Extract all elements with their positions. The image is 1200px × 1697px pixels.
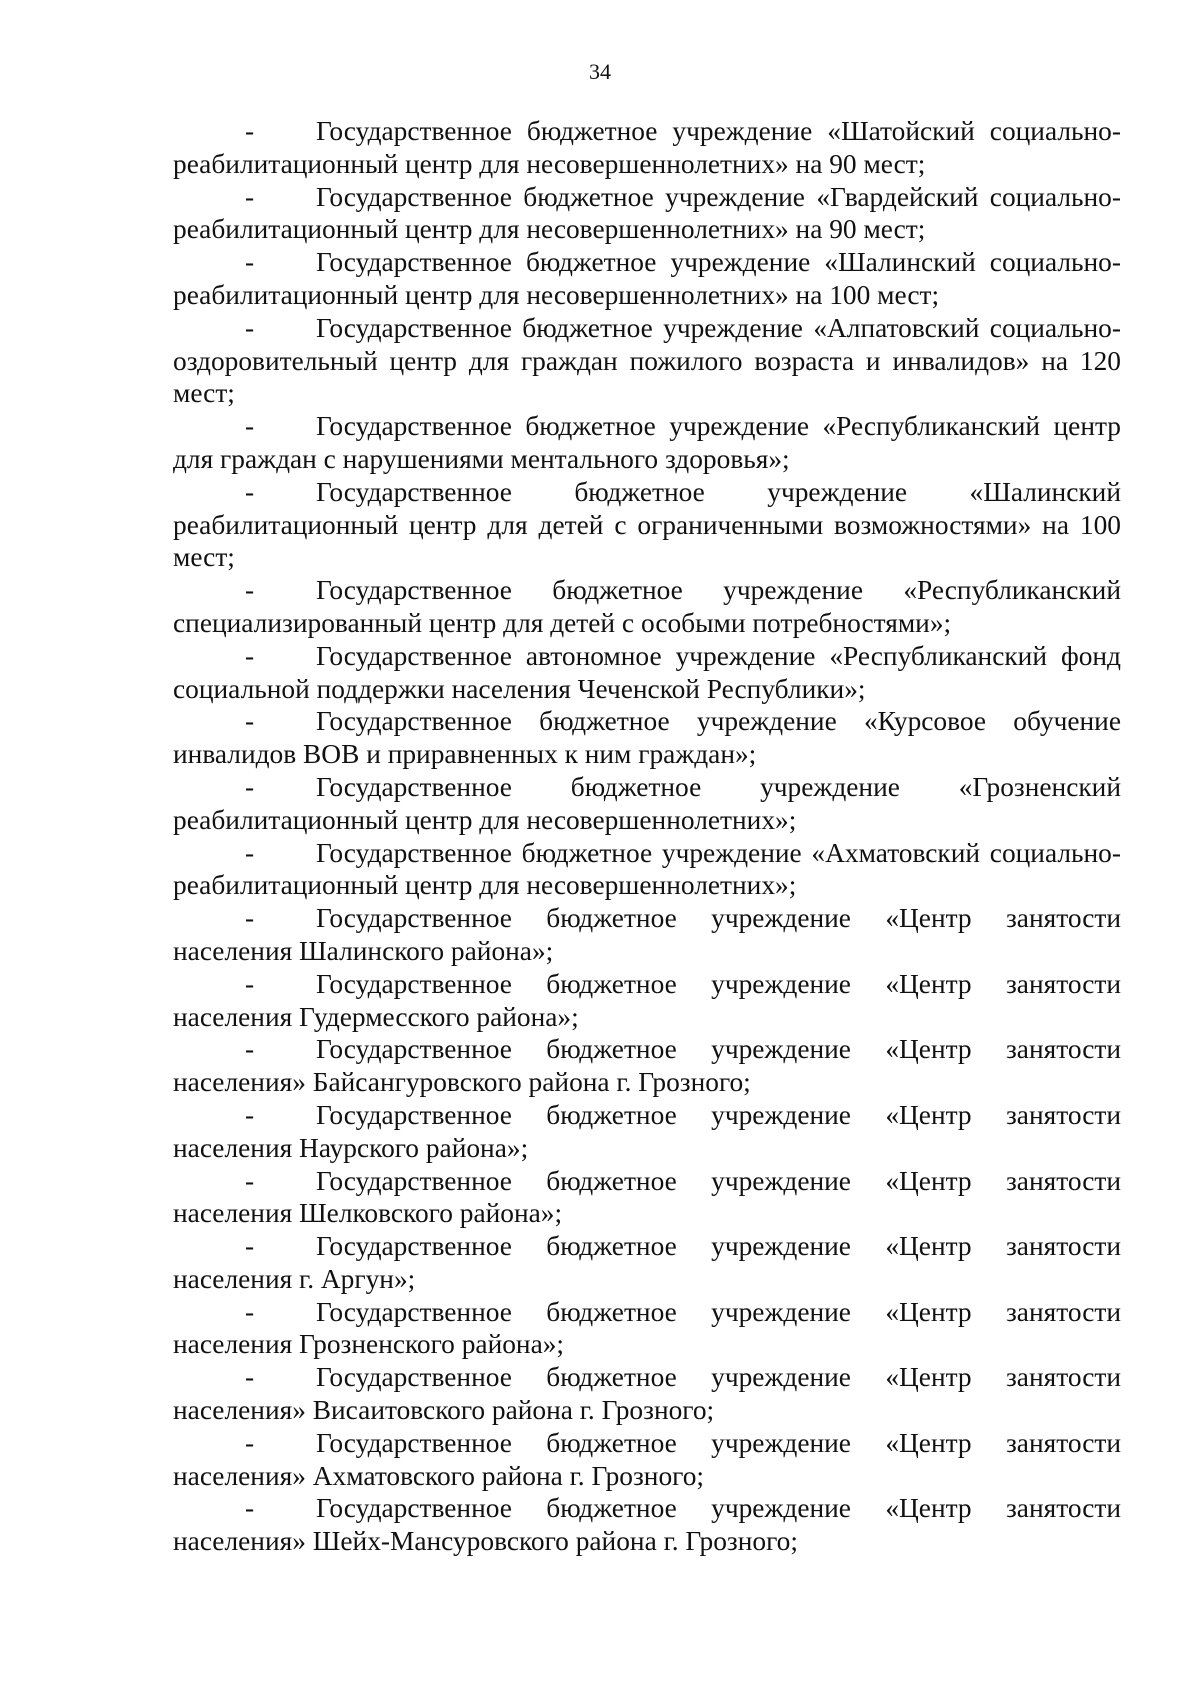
- list-dash: -: [245, 1493, 255, 1524]
- list-item-text: Государственное бюджетное учреждение «Центр занятости населения Гудермесского района»;: [173, 968, 1121, 1032]
- list-item-text: Государственное бюджетное учреждение «Гвардейский социально-реабилитационный центр для несовершеннолетних» на 90 мест;: [173, 181, 1121, 245]
- list-dash: -: [245, 312, 255, 343]
- list-item-text: Государственное бюджетное учреждение «Центр занятости населения» Ахматовского района г. Грозного;: [173, 1427, 1121, 1491]
- list-dash: -: [245, 1362, 255, 1393]
- list-item: [173, 1033, 1121, 1099]
- list-item: [173, 1230, 1121, 1296]
- list-item: [173, 410, 1121, 476]
- list-dash: -: [245, 411, 255, 442]
- list-item: [173, 771, 1121, 837]
- list-item-text: Государственное бюджетное учреждение «Центр занятости населения» Висаитовского района г. Грозного;: [173, 1362, 1121, 1426]
- list-item-text: Государственное бюджетное учреждение «Шалинский реабилитационный центр для детей с ограниченными возможностями» на 100 мест;: [173, 476, 1121, 573]
- list-dash: -: [245, 706, 255, 737]
- list-item: [173, 181, 1121, 247]
- list-item-text: Государственное бюджетное учреждение «Республиканский центр для граждан с нарушениями ментального здоровья»;: [173, 411, 1121, 474]
- list-dash: -: [245, 968, 255, 999]
- list-item-text: Государственное бюджетное учреждение «Центр занятости населения Шалинского района»;: [173, 903, 1121, 966]
- list-item-text: Государственное бюджетное учреждение «Центр занятости населения Наурского района»;: [173, 1099, 1121, 1163]
- list-dash: -: [245, 116, 255, 146]
- list-item: [173, 115, 1121, 181]
- list-item-text: Государственное бюджетное учреждение «Центр занятости населения Шелковского района»;: [173, 1165, 1121, 1229]
- page-number: 34: [589, 59, 611, 84]
- list-item: [173, 1492, 1121, 1558]
- list-item-text: Государственное бюджетное учреждение «Центр занятости населения» Байсангуровского района г. Грозного;: [173, 1034, 1121, 1098]
- list-dash: -: [245, 640, 255, 671]
- list-item-text: Государственное бюджетное учреждение «Алпатовский социально-оздоровительный центр для граждан пожилого возраста и инвалидов» на 120 мест;: [173, 312, 1121, 409]
- list-item: [173, 1361, 1121, 1427]
- list-dash: -: [245, 903, 255, 934]
- list-item: [173, 902, 1121, 968]
- list-item-text: Государственное бюджетное учреждение «Грозненский реабилитационный центр для несовершеннолетних»;: [173, 771, 1121, 835]
- list-dash: -: [245, 575, 255, 606]
- list-dash: -: [245, 771, 255, 802]
- list-item: [173, 705, 1121, 771]
- list-item: [173, 476, 1121, 574]
- list-item: [173, 1296, 1121, 1362]
- list-item-text: Государственное бюджетное учреждение «Шатойский социально-реабилитационный центр для несовершеннолетних» на 90 мест;: [173, 116, 1121, 179]
- list-item-text: Государственное автономное учреждение «Республиканский фонд социальной поддержки населения Чеченской Республики»;: [173, 640, 1121, 704]
- list-item: [173, 574, 1121, 640]
- list-item: [173, 968, 1121, 1034]
- list-dash: -: [245, 247, 255, 278]
- institution-list: [173, 115, 1121, 1558]
- list-item-text: Государственное бюджетное учреждение «Республиканский специализированный центр для детей с особыми потребностями»;: [173, 575, 1121, 638]
- list-item-text: Государственное бюджетное учреждение «Центр занятости населения» Шейх-Мансуровского района г. Грозного;: [173, 1493, 1121, 1557]
- list-dash: -: [245, 1165, 255, 1196]
- list-item: [173, 246, 1121, 312]
- list-item: [173, 1427, 1121, 1493]
- list-dash: -: [245, 837, 255, 868]
- list-item-text: Государственное бюджетное учреждение «Шалинский социально-реабилитационный центр для несовершеннолетних» на 100 мест;: [173, 247, 1121, 310]
- list-item: [173, 1165, 1121, 1231]
- list-item-text: Государственное бюджетное учреждение «Курсовое обучение инвалидов ВОВ и приравненных к ним граждан»;: [173, 706, 1121, 770]
- list-dash: -: [245, 181, 255, 212]
- list-item-text: Государственное бюджетное учреждение «Ахматовский социально-реабилитационный центр для несовершеннолетних»;: [173, 837, 1121, 901]
- list-dash: -: [245, 1427, 255, 1458]
- list-item-text: Государственное бюджетное учреждение «Центр занятости населения г. Аргун»;: [173, 1231, 1121, 1294]
- list-item: [173, 1099, 1121, 1165]
- list-item: [173, 640, 1121, 706]
- list-item: [173, 837, 1121, 903]
- list-item: [173, 312, 1121, 410]
- list-dash: -: [245, 1296, 255, 1327]
- list-dash: -: [245, 1034, 255, 1065]
- list-dash: -: [245, 1099, 255, 1130]
- list-dash: -: [245, 476, 255, 507]
- list-dash: -: [245, 1231, 255, 1262]
- list-item-text: Государственное бюджетное учреждение «Центр занятости населения Грозненского района»;: [173, 1296, 1121, 1360]
